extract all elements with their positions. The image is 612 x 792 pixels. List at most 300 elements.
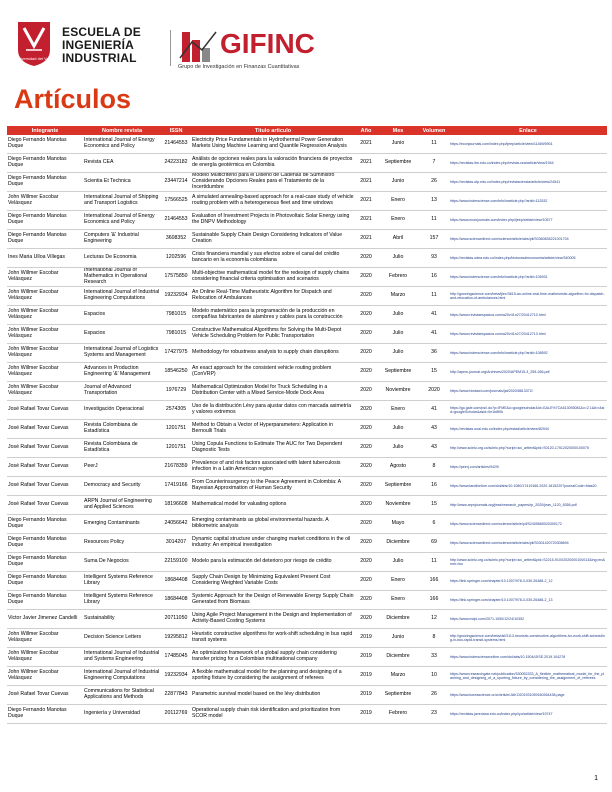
cell-titulo: Análisis de opciones reales para la valoración financiera de proyectos de energía geotérmica en Colombia	[191, 154, 355, 173]
cell-revista: International Journal of Logistics Systems and Management	[83, 344, 161, 363]
cell-anio: 2020	[355, 610, 377, 629]
table-row	[7, 344, 607, 363]
cell-titulo: Emerging contaminants as global environmental hazards. A bibliometric analysis	[191, 515, 355, 534]
cell-integrante: José Rafael Tovar Cuevas	[7, 420, 83, 439]
cell-volumen: 13	[419, 192, 449, 211]
cell-mes: Noviembre	[377, 382, 419, 401]
cell-titulo: Uso de la distribución Lévy para ajustar datos con marcada asimetría y valores extremos	[191, 401, 355, 420]
table-row	[7, 705, 607, 724]
cell-mes: Diciembre	[377, 648, 419, 667]
cell-issn: 21464553	[161, 135, 191, 154]
page-number: 1	[594, 775, 598, 782]
cell-titulo: Prevalence of and risk factors associated with latent tuberculosis infection in a Latin American region	[191, 458, 355, 477]
cell-enlace[interactable]: https://www.econjournals.com/index.php/ijeep/article/view/10577	[449, 211, 607, 230]
page-title: Artículos	[14, 84, 132, 114]
cell-mes: Marzo	[377, 287, 419, 306]
cell-anio: 2021	[355, 192, 377, 211]
cell-integrante: John Willmer Escobar Velásquez	[7, 306, 83, 325]
cell-volumen: 11	[419, 553, 449, 572]
cell-anio: 2020	[355, 439, 377, 458]
table-row	[7, 135, 607, 154]
cell-issn: 22877843	[161, 686, 191, 705]
cell-volumen: 15	[419, 363, 449, 382]
table-body	[7, 135, 607, 724]
cell-revista: Revista Colombiana de Estadística	[83, 420, 161, 439]
cell-anio: 2020	[355, 515, 377, 534]
cell-titulo: From Counterinsurgency to the Peace Agreement in Colombia: A Bayesian Approximation of Human Security	[191, 477, 355, 496]
cell-issn: 7981015	[161, 306, 191, 325]
cell-mes: Julio	[377, 344, 419, 363]
cell-revista: Emerging Contaminants	[83, 515, 161, 534]
gifinc-name: GIFINC	[220, 28, 315, 59]
cell-titulo: Sustainable Supply Chain Design Considering Indicators of Value Creation	[191, 230, 355, 249]
cell-enlace[interactable]: https://revistas.unal.edu.co/index.php/estad/article/view/82944	[449, 420, 607, 439]
cell-mes: Enero	[377, 401, 419, 420]
cell-mes: Junio	[377, 173, 419, 192]
cell-volumen: 43	[419, 420, 449, 439]
cell-issn: 21678359	[161, 458, 191, 477]
column-header-anio: Año	[355, 126, 377, 135]
cell-mes: Mayo	[377, 515, 419, 534]
cell-enlace[interactable]: https://revistas.utp.edu.co/index.php/revistaciencia/article/view/24541	[449, 173, 607, 192]
cell-enlace[interactable]: https://www.sciencedirect.com/science/article/pii/S2405665020300172	[449, 515, 607, 534]
cell-mes: Marzo	[377, 667, 419, 686]
escuela-line-2: INGENIERÍA	[62, 38, 135, 52]
cell-enlace[interactable]: http://www.scielo.org.co/scielo.php?script=sci_arttext&pid=S2215-910X2020000100013&lng=en&nrm=iso	[449, 553, 607, 572]
cell-anio: 2020	[355, 553, 377, 572]
cell-revista: Advances in Production Engineering '&' Management	[83, 363, 161, 382]
cell-issn: 18684408	[161, 572, 191, 591]
cell-mes: Septiembre	[377, 363, 419, 382]
cell-titulo: Using Copula Functions to Estimate The AUC for Two Dependent Diagnostic Tests	[191, 439, 355, 458]
cell-issn: 18684408	[161, 591, 191, 610]
cell-integrante: Diego Fernando Manotas Duque	[7, 135, 83, 154]
table-row	[7, 363, 607, 382]
cell-volumen: 166	[419, 572, 449, 591]
cell-volumen: 16	[419, 477, 449, 496]
cell-titulo: An Online Real-Time Matheuristic Algorithm for Dispatch and Relocation of Ambulances	[191, 287, 355, 306]
cell-volumen: 26	[419, 173, 449, 192]
column-header-issn: ISSN	[161, 126, 191, 135]
cell-mes: Febrero	[377, 705, 419, 724]
cell-titulo: Supply Chain Design by Minimizing Equivalent Present Cost Considering Weighted Variable Costs	[191, 572, 355, 591]
cell-integrante: John Willmer Escobar Velásquez	[7, 192, 83, 211]
cell-integrante: José Rafael Tovar Cuevas	[7, 439, 83, 458]
cell-anio: 2020	[355, 306, 377, 325]
cell-integrante: John Willmer Escobar Velásquez	[7, 268, 83, 287]
cell-integrante: Diego Fernando Manotas Duque	[7, 705, 83, 724]
cell-issn: 20112769	[161, 705, 191, 724]
table-row	[7, 686, 607, 705]
cell-mes: Septiembre	[377, 477, 419, 496]
cell-mes: Septiembre	[377, 686, 419, 705]
table-row	[7, 382, 607, 401]
table-row	[7, 401, 607, 420]
cell-titulo: Dynamic capital structure under changing market conditions in the oil industry: An empirical investigation	[191, 534, 355, 553]
cell-anio: 2019	[355, 629, 377, 648]
cell-volumen: 41	[419, 325, 449, 344]
cell-issn: 19232934	[161, 667, 191, 686]
cell-integrante: John Willmer Escobar Velásquez	[7, 363, 83, 382]
column-header-integrante: Integrante	[7, 126, 83, 135]
cell-enlace[interactable]: https://link.springer.com/chapter/10.1007/978-3-030-26488-2_12	[449, 572, 607, 591]
cell-revista: Suma De Negocios	[83, 553, 161, 572]
escuela-logo	[14, 20, 164, 68]
cell-anio: 2020	[355, 401, 377, 420]
cell-revista: PeerJ	[83, 458, 161, 477]
cell-mes: Enero	[377, 211, 419, 230]
table-row	[7, 648, 607, 667]
cell-anio: 2020	[355, 591, 377, 610]
cell-titulo: A simulated annealing-based approach for a real-case study of vehicle routing problem with a heterogeneous fleet and time windows	[191, 192, 355, 211]
cell-revista: Ingeniería y Universidad	[83, 705, 161, 724]
cell-volumen: 8	[419, 458, 449, 477]
cell-volumen: 2020	[419, 382, 449, 401]
cell-enlace[interactable]: http://growingscience.com/beta/dsl/3113-heuristic-constructive-algorithms-for-work-shift-scheduling-in-bus-rapid-transit-systems.html	[449, 629, 607, 648]
cell-enlace[interactable]: https://www.inderscience.com/info/inarticle.php?artid=108592	[449, 344, 607, 363]
cell-volumen: 41	[419, 401, 449, 420]
cell-integrante: Diego Fernando Manotas Duque	[7, 572, 83, 591]
cell-mes: Febrero	[377, 268, 419, 287]
cell-integrante: Victor Javier Jimenez Candelli	[7, 610, 83, 629]
cell-anio: 2020	[355, 344, 377, 363]
cell-issn: 20711050	[161, 610, 191, 629]
cell-integrante: Ines Maria Ulloa Villegas	[7, 249, 83, 268]
cell-revista: International Journal of Shipping and Transport Logistics	[83, 192, 161, 211]
table-row	[7, 249, 607, 268]
cell-anio: 2020	[355, 534, 377, 553]
cell-issn: 3014207	[161, 534, 191, 553]
table-row	[7, 439, 607, 458]
cell-enlace[interactable]: https://econjournals.com/index.php/ijeep/article/view/11469/5901	[449, 135, 607, 154]
cell-integrante: John Willmer Escobar Velásquez	[7, 287, 83, 306]
cell-anio: 2020	[355, 496, 377, 515]
table-row	[7, 458, 607, 477]
cell-titulo: An exact approach for the consistent vehicle routing problem (ConVRP)	[191, 363, 355, 382]
table-header-row	[7, 126, 607, 135]
cell-mes: Julio	[377, 553, 419, 572]
cell-mes: Noviembre	[377, 496, 419, 515]
cell-mes: Julio	[377, 420, 419, 439]
cell-enlace[interactable]: https://www.inderscienceonline.com/doi/abs/10.1504/IJISE.2019.104278	[449, 648, 607, 667]
cell-titulo: Methodology for robustness analysis to supply chain disruptions	[191, 344, 355, 363]
cell-enlace[interactable]: https://www.sciencedirect.com/science/article/abs/pii/S0301420720308694	[449, 534, 607, 553]
cell-anio: 2019	[355, 705, 377, 724]
cell-titulo: An optimization framework of a global supply chain considering transfer pricing for a Colombian multinational company	[191, 648, 355, 667]
cell-mes: Agosto	[377, 458, 419, 477]
cell-titulo: Modelo matemático para la programación de la producción en compañías fabricantes de alambres y cables para la construcción	[191, 306, 355, 325]
cell-revista: International Journal of Energy Economics and Policy	[83, 211, 161, 230]
table-row	[7, 325, 607, 344]
cell-anio: 2020	[355, 572, 377, 591]
cell-integrante: John Willmer Escobar Velásquez	[7, 629, 83, 648]
cell-enlace[interactable]: http://apem-journal.org/Archives/2020/APEM15-3_255-266.pdf	[449, 363, 607, 382]
cell-volumen: 8	[419, 629, 449, 648]
cell-integrante: Diego Fernando Manotas Duque	[7, 230, 83, 249]
cell-volumen: 33	[419, 648, 449, 667]
cell-titulo: Mathematical model for valuating options	[191, 496, 355, 515]
cell-titulo: Evaluation of Investment Projects in Photovoltaic Solar Energy using the DNPV Methodology	[191, 211, 355, 230]
cell-issn: 19232934	[161, 287, 191, 306]
cell-enlace[interactable]: http://www.arpnjournals.org/jeas/research_papers/rp_2020/jeas_1120_8356.pdf	[449, 496, 607, 515]
cell-mes: Enero	[377, 591, 419, 610]
cell-integrante: Diego Fernando Manotas Duque	[7, 515, 83, 534]
table-row	[7, 211, 607, 230]
cell-mes: Julio	[377, 439, 419, 458]
cell-volumen: 36	[419, 344, 449, 363]
table-row	[7, 154, 607, 173]
cell-anio: 2020	[355, 268, 377, 287]
cell-enlace[interactable]: https://www.researchgate.net/publication/330052333_A_flexible_mathematical_model_for_the_planning_and_designing_of_a_sporting_fixture_by_considering_the_assignment_of_referees	[449, 667, 607, 686]
cell-revista: Communications for Statistical Applications and Methods	[83, 686, 161, 705]
cell-anio: 2019	[355, 648, 377, 667]
cell-titulo: Multi-objective mathematical model for the redesign of supply chains considering financial criteria optimisation and scenarios	[191, 268, 355, 287]
column-header-titulo: Titulo articulo	[191, 126, 355, 135]
cell-mes: Abril	[377, 230, 419, 249]
cell-mes: Julio	[377, 306, 419, 325]
table-row	[7, 496, 607, 515]
cell-volumen: 26	[419, 686, 449, 705]
cell-titulo: Using Agile Project Management in the Design and Implementation of Activity-Based Costing Systems	[191, 610, 355, 629]
cell-mes: Junio	[377, 135, 419, 154]
cell-revista: Revista Colombiana de Estadística	[83, 439, 161, 458]
cell-volumen: 23	[419, 705, 449, 724]
cell-integrante: Diego Fernando Manotas Duque	[7, 591, 83, 610]
cell-volumen: 6	[419, 515, 449, 534]
cell-mes: Septiembre	[377, 154, 419, 173]
cell-enlace[interactable]: https://revistas.udea.edu.co/index.php/lecturasdeeconomia/article/view/340005	[449, 249, 607, 268]
cell-titulo: Crisis financiera mundial y sus efectos sobre el canal del crédito bancario en la economía colombiana	[191, 249, 355, 268]
cell-anio: 2019	[355, 667, 377, 686]
column-header-mes: Mes	[377, 126, 419, 135]
cell-revista: ARPN Journal of Engineering and Applied Sciences	[83, 496, 161, 515]
cell-issn: 1201751	[161, 439, 191, 458]
cell-titulo: Parametric survival model based on the lévy distribution	[191, 686, 355, 705]
cell-titulo: Operational supply chain risk identification and prioritization from SCOR model	[191, 705, 355, 724]
cell-anio: 2021	[355, 173, 377, 192]
cell-enlace[interactable]: https://revistas.javeriana.edu.co/index.php/iyu/article/view/19747	[449, 705, 607, 724]
table-row	[7, 515, 607, 534]
cell-integrante: John Willmer Escobar Velásquez	[7, 648, 83, 667]
cell-revista: Lecturas De Economia	[83, 249, 161, 268]
cell-revista: Intelligent Systems Reference Library	[83, 572, 161, 591]
cell-issn: 23447214	[161, 173, 191, 192]
cell-revista: Decision Science Letters	[83, 629, 161, 648]
column-header-enlace: Enlace	[449, 126, 607, 135]
cell-issn: 22159100	[161, 553, 191, 572]
cell-volumen: 11	[419, 135, 449, 154]
cell-integrante: John Willmer Escobar Velásquez	[7, 325, 83, 344]
cell-volumen: 11	[419, 287, 449, 306]
cell-volumen: 7	[419, 154, 449, 173]
table-row	[7, 287, 607, 306]
cell-volumen: 10	[419, 667, 449, 686]
column-header-revista: Nombre revista	[83, 126, 161, 135]
cell-anio: 2020	[355, 363, 377, 382]
cell-mes: Enero	[377, 192, 419, 211]
cell-issn: 1201751	[161, 420, 191, 439]
logo-divider	[170, 30, 171, 66]
gifinc-logo	[178, 28, 368, 76]
cell-titulo: Modelo para la estimación del deterioro por riesgo de crédito	[191, 553, 355, 572]
cell-integrante: Diego Fernando Manotas Duque	[7, 173, 83, 192]
articles-table	[7, 126, 607, 724]
cell-integrante: José Rafael Tovar Cuevas	[7, 496, 83, 515]
cell-issn: 17566525	[161, 192, 191, 211]
cell-enlace[interactable]: https://www.hindawi.com/journals/jat/2020/8813372/	[449, 382, 607, 401]
cell-titulo: A flexible mathematical model for the planning and designing of a sporting fixture by considering the assignment of referees	[191, 667, 355, 686]
cell-anio: 2021	[355, 135, 377, 154]
table-row	[7, 629, 607, 648]
cell-volumen: 16	[419, 268, 449, 287]
table-row	[7, 591, 607, 610]
cell-anio: 2020	[355, 325, 377, 344]
cell-mes: Diciembre	[377, 534, 419, 553]
cell-enlace[interactable]: https://peerj.com/articles/9429/	[449, 458, 607, 477]
cell-titulo: Mathematical Optimization Model for Truck Scheduling in a Distribution Center with a Mixed Service-Mode Dock Area	[191, 382, 355, 401]
table-row	[7, 534, 607, 553]
cell-volumen: 15	[419, 496, 449, 515]
cell-anio: 2020	[355, 420, 377, 439]
cell-revista: Espacios	[83, 325, 161, 344]
cell-issn: 17575850	[161, 268, 191, 287]
cell-anio: 2020	[355, 477, 377, 496]
cell-issn: 1976729	[161, 382, 191, 401]
cell-issn: 17485045	[161, 648, 191, 667]
cell-enlace[interactable]: https://www.mdpi.com/2071-1050/12/24/10352	[449, 610, 607, 629]
cell-revista: Sustainability	[83, 610, 161, 629]
cell-anio: 2020	[355, 287, 377, 306]
cell-enlace[interactable]: https://revistas.itm.edu.co/index.php/revista-cea/article/view/1944	[449, 154, 607, 173]
cell-volumen: 11	[419, 211, 449, 230]
cell-mes: Julio	[377, 325, 419, 344]
cell-volumen: 43	[419, 439, 449, 458]
cell-anio: 2020	[355, 382, 377, 401]
cell-issn: 1202596	[161, 249, 191, 268]
cell-revista: Intelligent Systems Reference Library	[83, 591, 161, 610]
cell-issn: 24223182	[161, 154, 191, 173]
cell-revista: International Journal of Industrial and Systems Engineering	[83, 648, 161, 667]
cell-titulo: Electricity Price Fundamentals in Hydrothermal Power Generation Markets Using Machine Learning and Quantile Regression Analysis	[191, 135, 355, 154]
page-header	[0, 0, 612, 80]
table-row	[7, 610, 607, 629]
cell-volumen: 166	[419, 591, 449, 610]
cell-enlace[interactable]: https://www.revistaespacios.com/a20v41n27/20412713.html	[449, 325, 607, 344]
cell-volumen: 41	[419, 306, 449, 325]
cell-anio: 2021	[355, 230, 377, 249]
cell-revista: Investigación Operacional	[83, 401, 161, 420]
cell-issn: 3608352	[161, 230, 191, 249]
cell-revista: Journal of Advanced Transportation	[83, 382, 161, 401]
cell-integrante: José Rafael Tovar Cuevas	[7, 401, 83, 420]
cell-issn: 17419166	[161, 477, 191, 496]
cell-revista: International Journal of Industrial Engineering Computations	[83, 287, 161, 306]
table-row	[7, 268, 607, 287]
cell-integrante: José Rafael Tovar Cuevas	[7, 458, 83, 477]
cell-anio: 2020	[355, 249, 377, 268]
cell-titulo: Method to Obtain a Vector of Hyperparameters: Application in Bernoulli Trials	[191, 420, 355, 439]
table-row	[7, 420, 607, 439]
cell-enlace[interactable]: https://www.koreascience.or.kr/article/JAKO201931059160264438.page	[449, 686, 607, 705]
cell-integrante: José Rafael Tovar Cuevas	[7, 686, 83, 705]
cell-mes: Junio	[377, 629, 419, 648]
cell-revista: Democracy and Security	[83, 477, 161, 496]
cell-integrante: José Rafael Tovar Cuevas	[7, 477, 83, 496]
cell-volumen: 69	[419, 534, 449, 553]
cell-enlace[interactable]: http://www.scielo.org.co/scielo.php?script=sci_arttext&pid=S0120-17512020000100075	[449, 439, 607, 458]
cell-anio: 2020	[355, 458, 377, 477]
cell-revista: International Journal of Industrial Engineering Computations	[83, 667, 161, 686]
cell-revista: Computers '&' Industrial Engineering	[83, 230, 161, 249]
cell-enlace[interactable]: http://growingscience.com/beta/ijiec/3615-an-online-real-time-matheuristic-algorithm-for-dispatch-and-relocation-of-ambulances.html	[449, 287, 607, 306]
cell-titulo: Modelo Multicriterio para el Diseño de Cadenas de Suministro Considerando Opciones Reales para el Tratamiento de la Incertidumbre	[191, 173, 355, 192]
cell-integrante: John Willmer Escobar Velásquez	[7, 667, 83, 686]
cell-integrante: Diego Fernando Manotas Duque	[7, 553, 83, 572]
cell-enlace[interactable]: https://www.revistaespacios.com/a20v41n27/20412710.html	[449, 306, 607, 325]
cell-revista: Resources Policy	[83, 534, 161, 553]
cell-issn: 24056642	[161, 515, 191, 534]
cell-enlace[interactable]: https://www.tandfonline.com/doi/abs/10.1080/17419166.2020.1815220?journalCode=fdas20	[449, 477, 607, 496]
cell-integrante: Diego Fernando Manotas Duque	[7, 154, 83, 173]
cell-integrante: Diego Fernando Manotas Duque	[7, 534, 83, 553]
cell-revista: International Journal of Energy Economics and Policy	[83, 135, 161, 154]
cell-issn: 2574305	[161, 401, 191, 420]
cell-issn: 17427975	[161, 344, 191, 363]
cell-enlace[interactable]: https://www.sciencedirect.com/science/article/abs/pii/S0360835221001704	[449, 230, 607, 249]
gifinc-mark-icon	[178, 28, 218, 66]
univalle-shield-icon	[14, 20, 54, 68]
cell-volumen: 93	[419, 249, 449, 268]
cell-issn: 18546250	[161, 363, 191, 382]
table-row	[7, 230, 607, 249]
table-row	[7, 192, 607, 211]
cell-mes: Diciembre	[377, 610, 419, 629]
cell-enlace[interactable]: https://go.gale.com/ps/i.do?p=IFME&u=googlescholar&id=GALE%7CA613093081&v=2.1&it=r&sid=googleScholar&asid=0e1b8f0b	[449, 401, 607, 420]
table-row	[7, 667, 607, 686]
cell-revista: International Journal of Mathematics in Operational Research	[83, 268, 161, 287]
cell-titulo: Heuristic constructive algorithms for work-shift scheduling in bus rapid transit systems	[191, 629, 355, 648]
cell-mes: Julio	[377, 249, 419, 268]
cell-anio: 2021	[355, 211, 377, 230]
cell-issn: 7981015	[161, 325, 191, 344]
cell-titulo: Constructive Mathematical Algorithms for Solving the Multi-Depot Vehicle Scheduling Problem for Public Transportation	[191, 325, 355, 344]
table-row	[7, 572, 607, 591]
table-row	[7, 173, 607, 192]
cell-issn: 19295812	[161, 629, 191, 648]
escuela-line-1: ESCUELA DE	[62, 25, 141, 39]
cell-issn: 21464553	[161, 211, 191, 230]
cell-integrante: John Willmer Escobar Velásquez	[7, 382, 83, 401]
cell-anio: 2021	[355, 154, 377, 173]
gifinc-subtitle: Grupo de Investigación en Finanzas Cuantitativas	[178, 64, 300, 70]
escuela-line-3: INDUSTRIAL	[62, 51, 137, 65]
cell-revista: Espacios	[83, 306, 161, 325]
cell-integrante: Diego Fernando Manotas Duque	[7, 211, 83, 230]
cell-enlace[interactable]: https://link.springer.com/chapter/10.1007/978-3-030-26488-2_13	[449, 591, 607, 610]
cell-volumen: 157	[419, 230, 449, 249]
univalle-seal-text: Universidad del Valle	[15, 56, 53, 61]
cell-enlace[interactable]: https://www.inderscience.com/info/inarticle.php?artid=112532	[449, 192, 607, 211]
cell-anio: 2019	[355, 686, 377, 705]
table-row	[7, 306, 607, 325]
column-header-volumen: Volumen	[419, 126, 449, 135]
cell-enlace[interactable]: https://www.inderscience.com/info/inarticle.php?artid=105931	[449, 268, 607, 287]
cell-revista: Scientia Et Technica	[83, 173, 161, 192]
cell-volumen: 12	[419, 610, 449, 629]
cell-integrante: John Willmer Escobar Velásquez	[7, 344, 83, 363]
table-row	[7, 477, 607, 496]
cell-issn: 18196608	[161, 496, 191, 515]
